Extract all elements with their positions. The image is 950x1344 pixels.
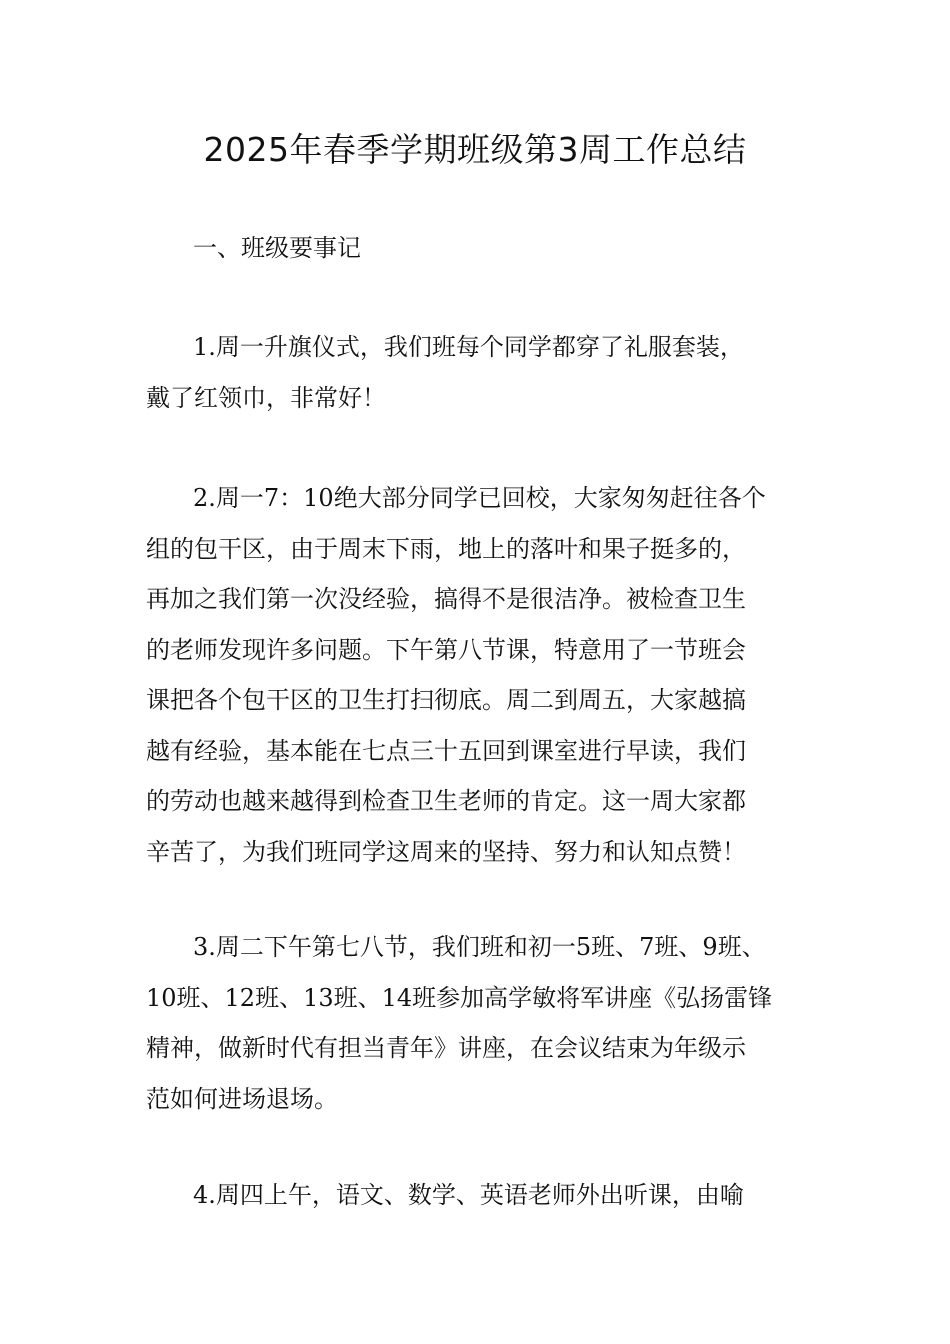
paragraph-line: 再加之我们第一次没经验，搞得不是很洁净。被检查卫生 bbox=[146, 585, 746, 613]
paragraph-line: 组的包干区，由于周末下雨，地上的落叶和果子挺多的， bbox=[146, 534, 746, 563]
paragraph-line: 2.周一7：10绝大部分同学已回校，大家匆匆赶往各个 bbox=[193, 484, 766, 512]
section-heading-class-events: 一、班级要事记 bbox=[193, 234, 361, 262]
paragraph-line: 4.周四上午，语文、数学、英语老师外出听课，由喻 bbox=[193, 1181, 744, 1209]
paragraph-line: 越有经验，基本能在七点三十五回到课室进行早读，我们 bbox=[146, 736, 746, 765]
paragraph-line: 1.周一升旗仪式，我们班每个同学都穿了礼服套装， bbox=[193, 333, 744, 361]
paragraph-item-2 bbox=[146, 473, 806, 877]
paragraph-line: 的老师发现许多问题。下午第八节课，特意用了一节班会 bbox=[146, 635, 746, 664]
paragraph-line: 精神，做新时代有担当青年》讲座，在会议结束为年级示 bbox=[146, 1034, 746, 1062]
paragraph-item-1 bbox=[146, 322, 806, 423]
paragraph-line: 戴了红领巾，非常好！ bbox=[146, 383, 386, 412]
paragraph-line: 课把各个包干区的卫生打扫彻底。周二到周五，大家越搞 bbox=[146, 686, 746, 714]
document-title: 2025年春季学期班级第3周工作总结 bbox=[203, 130, 747, 169]
paragraph-item-4 bbox=[146, 1170, 806, 1221]
paragraph-line: 的劳动也越来越得到检查卫生老师的肯定。这一周大家都 bbox=[146, 787, 746, 815]
paragraph-line: 辛苦了，为我们班同学这周来的坚持、努力和认知点赞！ bbox=[146, 837, 746, 866]
paragraph-line: 3.周二下午第七八节，我们班和初一5班、7班、9班、 bbox=[193, 933, 766, 961]
paragraph-item-3 bbox=[146, 922, 806, 1124]
paragraph-line: 10班、12班、13班、14班参加高学敏将军讲座《弘扬雷锋 bbox=[146, 983, 773, 1012]
paragraph-line: 范如何进场退场。 bbox=[146, 1084, 338, 1113]
